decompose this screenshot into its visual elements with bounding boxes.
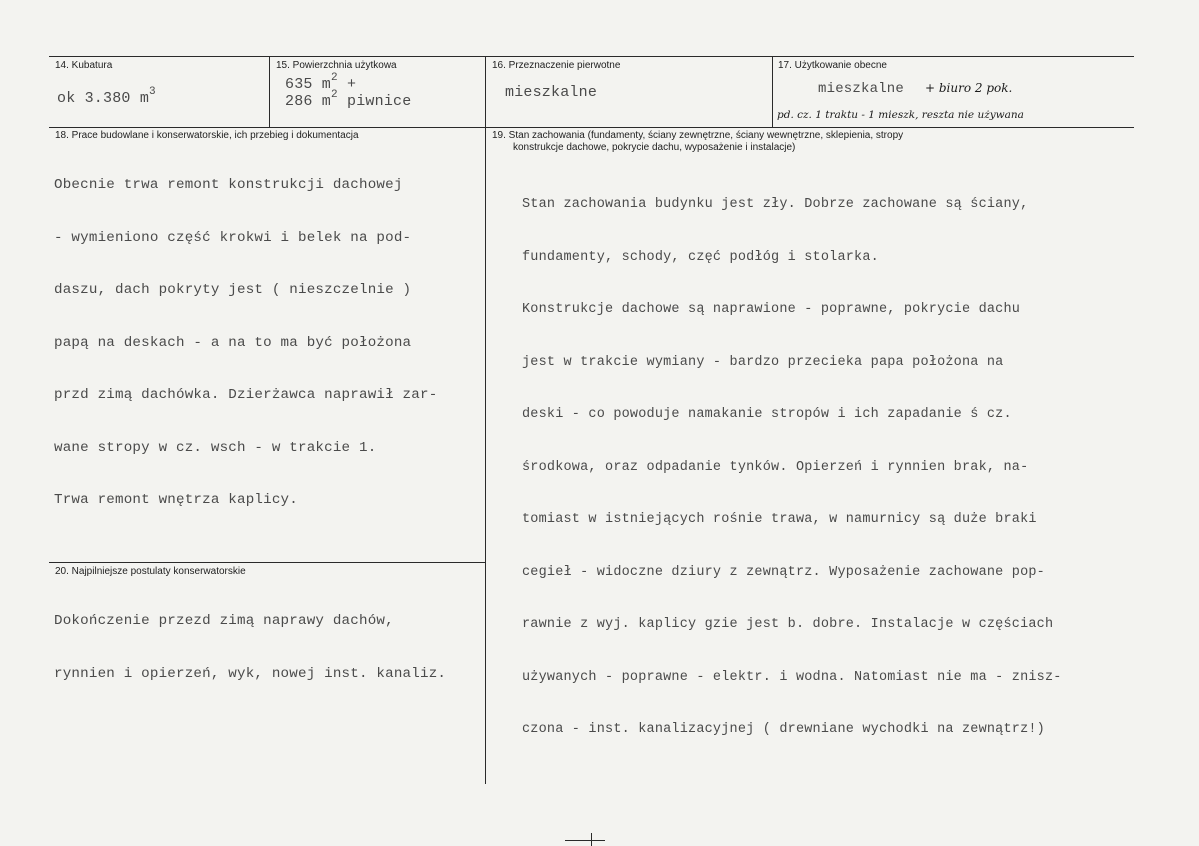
field-18-line: wane stropy w cz. wsch - w trakcie 1. bbox=[54, 439, 377, 456]
field-18-line: Obecnie trwa remont konstrukcji dachowej bbox=[54, 177, 403, 193]
field-15-line-2: 286 $m^2$ piwnice bbox=[285, 89, 412, 110]
field-17-handwritten-2: pd. cz. 1 traktu - 1 mieszk, reszta nie używana bbox=[777, 109, 1024, 121]
field-19-text bbox=[522, 161, 1062, 774]
col-divider-1 bbox=[269, 56, 270, 127]
field-18-text bbox=[54, 142, 437, 545]
field-20-text bbox=[54, 578, 446, 718]
field-15-label: 15. Powierzchnia użytkowa bbox=[276, 60, 397, 71]
field-18-line: Trwa remont wnętrza kaplicy. bbox=[54, 492, 298, 508]
field-19-line: deski - co powoduje namakanie stropów i ich zapadanie ś cz. bbox=[522, 407, 1012, 422]
field-15-line-1: 635 $m^2$ + bbox=[285, 72, 357, 93]
field-20-line: rynnien i opierzeń, wyk, nowej inst. kanaliz. bbox=[54, 665, 447, 682]
field-16-value: mieszkalne bbox=[505, 84, 598, 101]
field-19-line: fundamenty, schody, częć podłóg i stolarka. bbox=[522, 249, 879, 265]
field-19-line: Stan zachowania budynku jest zły. Dobrze zachowane są ściany, bbox=[522, 197, 1029, 212]
field-17-handwritten-1: + biuro 2 pok. bbox=[925, 81, 1013, 95]
field-17-value: mieszkalne bbox=[818, 81, 905, 97]
bottom-tick-mark bbox=[591, 833, 592, 846]
row-divider bbox=[49, 127, 1134, 128]
field-14-value: ok 3.380 $m^3$ bbox=[57, 86, 156, 107]
field-17-label: 17. Użytkowanie obecne bbox=[778, 60, 887, 71]
col-divider-main bbox=[485, 56, 486, 784]
field-18-line: - wymieniono część krokwi i belek na pod- bbox=[54, 229, 412, 246]
field-20-label: 20. Najpilniejsze postulaty konserwatorskie bbox=[55, 566, 246, 577]
field-14-label: 14. Kubatura bbox=[55, 60, 113, 71]
field-19-line: Konstrukcje dachowe są naprawione - poprawne, pokrycie dachu bbox=[522, 302, 1021, 317]
field-18-line: papą na deskach - a na to ma być położona bbox=[54, 334, 412, 351]
field-16-label: 16. Przeznaczenie pierwotne bbox=[492, 60, 621, 71]
field-19-line: używanych - poprawne - elektr. i wodna. Natomiast nie ma - znisz- bbox=[522, 669, 1062, 685]
field-19-line: środkowa, oraz odpadanie tynków. Opierzeń i rynnien brak, na- bbox=[522, 459, 1029, 475]
field-19-label-1: 19. Stan zachowania (fundamenty, ściany zewnętrzne, ściany wewnętrzne, sklepienia, stropy bbox=[492, 130, 904, 141]
field-20-line: Dokończenie przezd zimą naprawy dachów, bbox=[54, 613, 394, 629]
col-divider-3 bbox=[772, 56, 773, 127]
field-18-line: daszu, dach pokryty jest ( nieszczelnie ) bbox=[54, 282, 412, 298]
field-19-line: cegieł - widoczne dziury z zewnątrz. Wyposażenie zachowane pop- bbox=[522, 564, 1045, 580]
section-20-divider bbox=[49, 562, 485, 563]
top-rule bbox=[49, 56, 1134, 57]
field-18-label: 18. Prace budowlane i konserwatorskie, ich przebieg i dokumentacja bbox=[55, 130, 359, 141]
field-19-line: rawnie z wyj. kaplicy gzie jest b. dobre. Instalacje w częściach bbox=[522, 617, 1054, 632]
field-19-label-2: konstrukcje dachowe, pokrycie dachu, wyposażenie i instalacje) bbox=[513, 142, 796, 153]
bottom-tick bbox=[565, 840, 605, 841]
field-19-line: czona - inst. kanalizacyjnej ( drewniane wychodki na zewnątrz!) bbox=[522, 722, 1045, 737]
field-19-line: jest w trakcie wymiany - bardzo przecieka papa położona na bbox=[522, 354, 1004, 370]
field-18-line: przd zimą dachówka. Dzierżawca naprawił zar- bbox=[54, 387, 438, 403]
field-19-line: tomiast w istniejących rośnie trawa, w namurnicy są duże braki bbox=[522, 512, 1037, 527]
